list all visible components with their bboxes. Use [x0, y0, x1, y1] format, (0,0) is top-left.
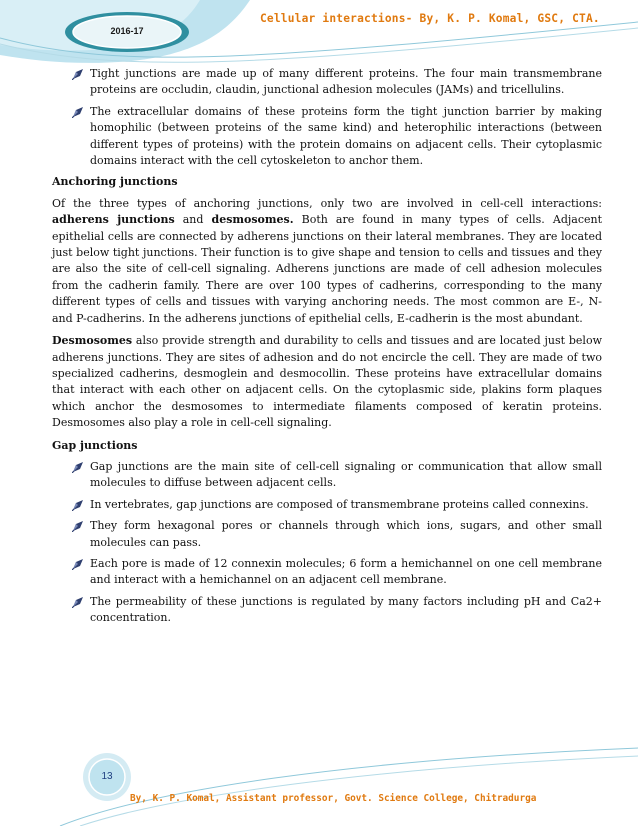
term-desmosomes-lead: Desmosomes: [52, 334, 133, 348]
bullet-text: Each pore is made of 12 connexin molecules; 6 form a hemichannel on one cell membrane and interact with a hemichannel on an adjacent cell membrane.: [90, 556, 602, 587]
footer-text: By, K. P. Komal, Assistant professor, Govt. Science College, Chitradurga: [130, 793, 537, 804]
term-adherens: adherens junctions: [52, 213, 175, 227]
pen-bullet-icon: [72, 66, 90, 99]
list-item: [72, 104, 602, 170]
header-decoration: [0, 0, 638, 70]
page-content: [52, 66, 602, 632]
pen-bullet-icon: [72, 497, 90, 513]
header-year: 2016-17: [110, 26, 144, 36]
pen-bullet-icon: [72, 104, 90, 170]
text-run: Of the three types of anchoring junctions, only two are involved in cell-cell interactions:: [52, 196, 602, 210]
pen-bullet-icon: [72, 556, 90, 589]
pen-bullet-icon: [72, 459, 90, 492]
list-item: [72, 459, 602, 492]
page-number: 13: [101, 771, 113, 782]
bullet-text: The permeability of these junctions is regulated by many factors including pH and Ca2+ concentration.: [90, 594, 602, 625]
pen-bullet-icon: [72, 594, 90, 627]
bullet-text: In vertebrates, gap junctions are composed of transmembrane proteins called connexins.: [90, 497, 589, 511]
section-heading-gap: Gap junctions: [52, 438, 138, 452]
bullet-text: Gap junctions are the main site of cell-cell signaling or communication that allow small molecules to diffuse between adjacent cells.: [90, 459, 602, 490]
section-heading-anchoring: Anchoring junctions: [52, 175, 178, 189]
text-run: Both are found in many types of cells. Adjacent epithelial cells are connected by adherens junctions on their lateral membranes. They are located just below tight junctions. Their function is to give shape and tension to cells and tissues and they are also the site of cell-cell signaling. Adherens junctions are made of cell adhesion molecules from the cadherin family. There are over 100 types of cadherins, corresponding to the many different types of cells and tissues with varying anchoring needs. The most common are E-, N- and P-cadherins. In the adherens junctions of epithelial cells, E-cadherin is the most abundant.: [52, 213, 602, 325]
bullet-text: They form hexagonal pores or channels through which ions, sugars, and other small molecules can pass.: [90, 519, 602, 549]
list-item: [72, 594, 602, 627]
term-desmosomes: desmosomes.: [211, 213, 294, 227]
header-title: Cellular interactions- By, K. P. Komal, GSC, CTA.: [260, 12, 600, 25]
list-item: [72, 497, 602, 513]
list-item: [72, 66, 602, 99]
text-run: also provide strength and durability to cells and tissues and are located just below adherens junctions. They are sites of adhesion and do not encircle the cell. They are made of two specialized cadherins, desmoglein and desmocollin. These proteins have extracellular domains that interact with each other on adjacent cells. On the cytoplasmic side, plakins form plaques which anchor the desmosomes to intermediate filaments composed of keratin proteins. Desmosomes also play a role in cell-cell signaling.: [52, 334, 602, 430]
list-item: [72, 556, 602, 589]
bullet-text: The extracellular domains of these proteins form the tight junction barrier by making homophilic (between proteins of the same kind) and heterophilic interactions (between different types of proteins) with the protein domains on adjacent cells. Their cytoplasmic domains interact with the cell cytoskeleton to anchor them.: [90, 104, 602, 168]
desmosomes-paragraph: [52, 333, 602, 431]
anchoring-paragraph: [52, 196, 602, 327]
bullet-text: Tight junctions are made up of many different proteins. The four main transmembrane proteins are occludin, claudin, junctional adhesion molecules (JAMs) and tricellulins.: [90, 67, 602, 97]
list-item: [72, 518, 602, 551]
pen-bullet-icon: [72, 518, 90, 551]
text-run: and: [174, 213, 212, 227]
